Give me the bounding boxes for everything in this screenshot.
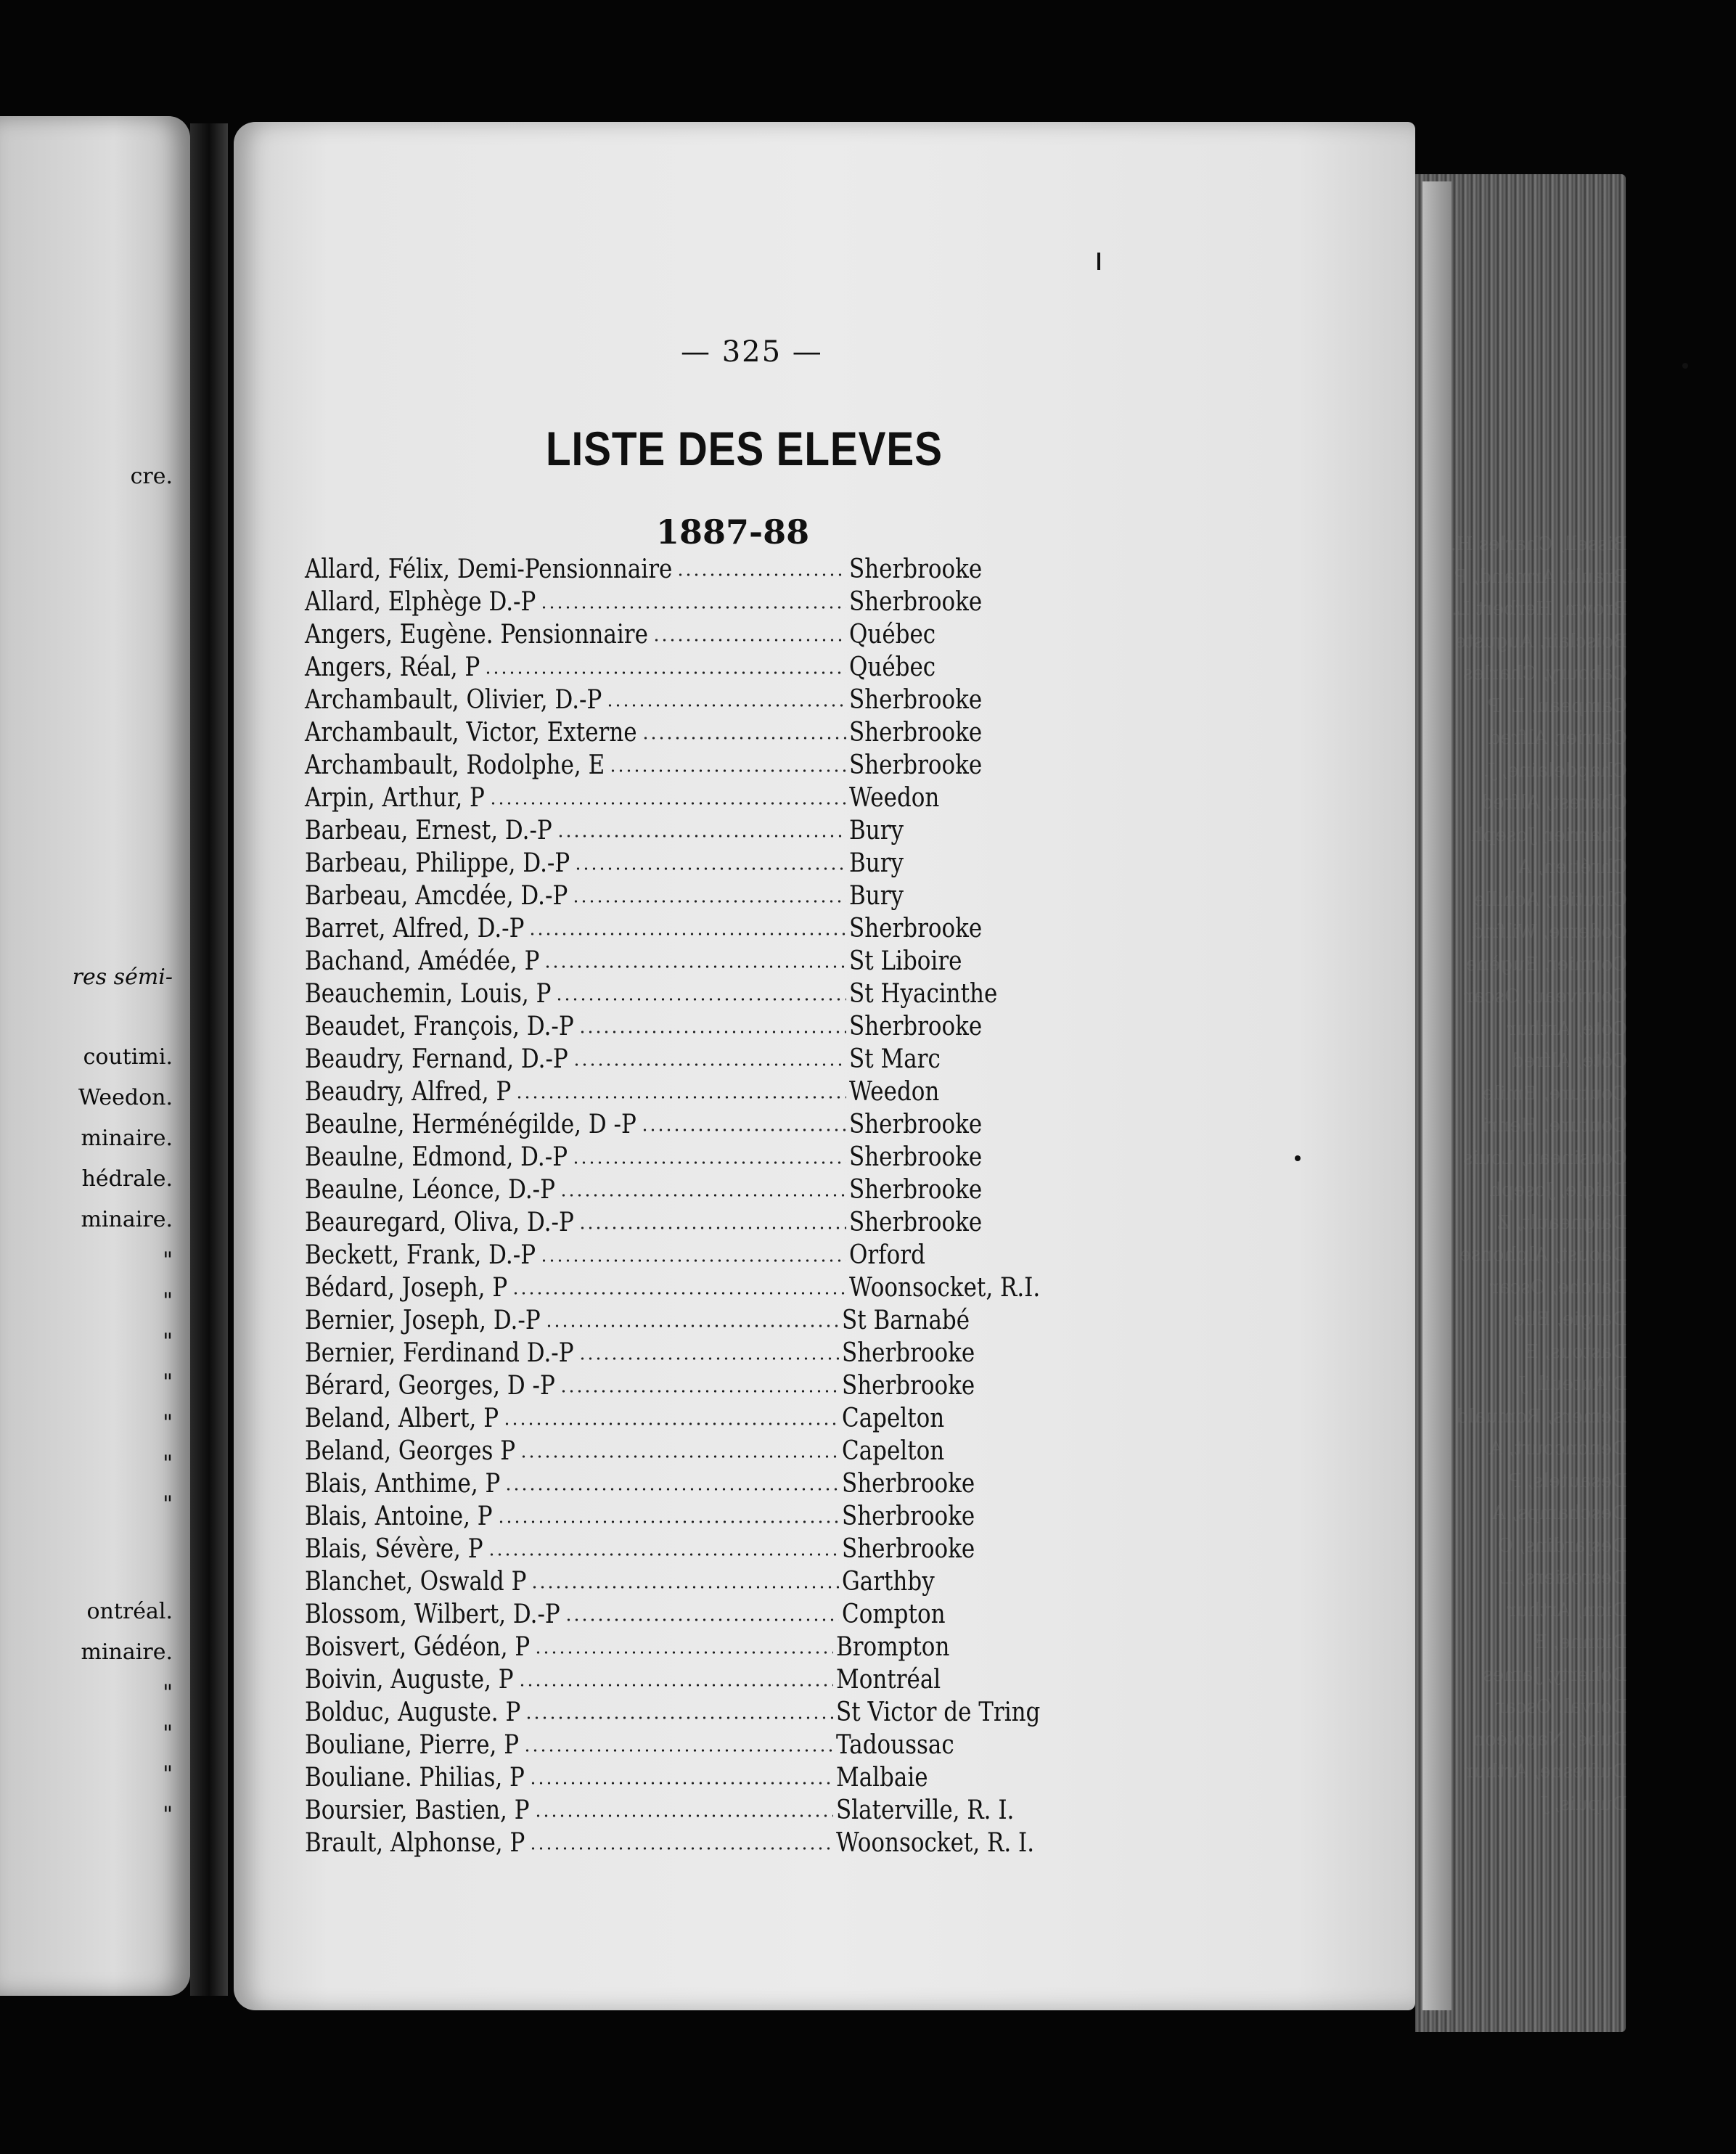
student-name: Angers, Réal, P [305, 652, 480, 682]
student-name: Beauchemin, Louis, P [305, 979, 552, 1009]
left-page-line: " [163, 1491, 173, 1517]
student-name: Arpin, Arthur, P [305, 783, 485, 813]
dot-leader [520, 1454, 839, 1459]
dot-leader [545, 1323, 839, 1329]
student-hometown: Sherbrooke [842, 1534, 975, 1564]
student-entry [305, 945, 1161, 978]
student-entry [305, 1827, 1161, 1859]
student-entry [305, 1631, 1161, 1663]
student-name: Blais, Anthime, P [305, 1469, 501, 1499]
speck [1295, 1155, 1301, 1161]
student-hometown: Sherbrooke [849, 587, 983, 617]
student-entry [305, 1794, 1161, 1827]
left-page-line: " [163, 1329, 173, 1354]
dot-leader [642, 735, 846, 741]
student-entry [305, 1369, 1161, 1402]
dot-leader [484, 670, 846, 676]
student-entry [305, 1402, 1161, 1435]
dot-leader [578, 1356, 839, 1361]
student-entry [305, 880, 1161, 912]
dot-leader [540, 1258, 846, 1264]
student-hometown: Malbaie [836, 1763, 928, 1793]
student-entry [305, 1239, 1161, 1271]
student-name: Bouliane. Philias, P [305, 1763, 525, 1793]
dot-leader [609, 768, 846, 774]
student-entry [305, 651, 1161, 684]
student-hometown: Slaterville, R. I. [836, 1795, 1015, 1825]
student-name: Barbeau, Ernest, D.-P [305, 816, 552, 845]
student-hometown: Capelton [842, 1404, 945, 1433]
left-page-line: minaire. [81, 1639, 173, 1665]
student-entry [305, 1533, 1161, 1565]
student-hometown: Sherbrooke [849, 1142, 983, 1172]
student-entry [305, 1010, 1161, 1043]
left-page-line: " [163, 1802, 173, 1827]
dot-leader [676, 572, 846, 578]
student-hometown: Sherbrooke [849, 1175, 983, 1205]
student-hometown: Québec [849, 652, 936, 682]
dot-leader [523, 1748, 833, 1753]
student-entry [305, 716, 1161, 749]
dot-leader [497, 1519, 839, 1525]
left-page-line: res sémi- [72, 965, 173, 990]
dot-leader [565, 1617, 839, 1623]
student-hometown: Sherbrooke [849, 718, 983, 748]
student-entry [305, 978, 1161, 1010]
student-name: Beaudry, Alfred, P [305, 1077, 512, 1107]
student-name: Angers, Eugène. Pensionnaire [305, 620, 648, 650]
student-entry [305, 1337, 1161, 1369]
student-name: Beaudry, Fernand, D.-P [305, 1044, 568, 1074]
student-name: Barret, Alfred, D.-P [305, 914, 525, 943]
left-page-line: Weedon. [78, 1085, 173, 1110]
page-title: LISTE DES ELEVES [546, 422, 943, 475]
student-entry [305, 1565, 1161, 1598]
left-page-line: " [163, 1761, 173, 1787]
left-page-line: minaire. [81, 1207, 173, 1232]
student-name: Beauregard, Oliva, D.-P [305, 1208, 574, 1237]
student-name: Bachand, Amédée, P [305, 946, 540, 976]
student-list [305, 553, 1161, 1859]
student-entry [305, 1500, 1161, 1533]
dot-leader [531, 1584, 839, 1590]
student-entry [305, 1696, 1161, 1729]
student-name: Bérard, Georges, D -P [305, 1371, 555, 1401]
left-page-line: " [163, 1721, 173, 1746]
student-entry [305, 1663, 1161, 1696]
student-name: Blais, Sévère, P [305, 1534, 483, 1564]
student-hometown: Bury [849, 816, 904, 845]
student-entry [305, 1076, 1161, 1108]
dot-leader [574, 866, 846, 872]
student-entry [305, 1598, 1161, 1631]
student-hometown: Garthby [842, 1567, 935, 1597]
student-hometown: Bury [849, 881, 904, 911]
left-page-line: " [163, 1680, 173, 1705]
student-hometown: St Liboire [849, 946, 962, 976]
dot-leader [512, 1290, 846, 1296]
school-year-heading: 1887-88 [656, 512, 810, 552]
student-name: Beaulne, Herménégilde, D -P [305, 1110, 636, 1139]
dot-leader [525, 1715, 833, 1721]
student-name: Allard, Elphège D.-P [305, 587, 536, 617]
student-name: Bouliane, Pierre, P [305, 1730, 520, 1760]
page-number: — 325 — [681, 335, 823, 369]
student-entry [305, 1271, 1161, 1304]
student-name: Allard, Félix, Demi-Pensionnaire [305, 554, 673, 584]
student-entry [305, 1206, 1161, 1239]
student-entry [305, 1304, 1161, 1337]
dot-leader [515, 1094, 846, 1100]
left-page-line: " [163, 1410, 173, 1436]
student-name: Blanchet, Oswald P [305, 1567, 527, 1597]
left-page-line: hédrale. [81, 1166, 173, 1192]
student-name: Beaulne, Léonce, D.-P [305, 1175, 555, 1205]
left-page-line: " [163, 1248, 173, 1273]
student-hometown: Compton [842, 1600, 946, 1629]
left-page-line: " [163, 1451, 173, 1476]
dot-leader [488, 1552, 839, 1557]
student-hometown: Sherbrooke [842, 1338, 975, 1368]
speck [1682, 363, 1688, 369]
student-name: Boisvert, Gédéon, P [305, 1632, 531, 1662]
dot-leader [504, 1486, 839, 1492]
student-entry [305, 1761, 1161, 1794]
dot-leader [529, 1846, 833, 1851]
student-name: Beland, Georges P [305, 1436, 516, 1466]
student-entry [305, 749, 1161, 782]
student-name: Archambault, Olivier, D.-P [305, 685, 602, 715]
student-name: Archambault, Rodolphe, E [305, 750, 605, 780]
dot-leader [578, 1029, 846, 1035]
student-hometown: Weedon [849, 1077, 940, 1107]
student-name: Bédard, Joseph, P [305, 1273, 508, 1303]
student-name: Boursier, Bastien, P [305, 1795, 530, 1825]
dot-leader [534, 1650, 833, 1655]
dot-leader [641, 1127, 846, 1133]
student-name: Beaudet, François, D.-P [305, 1012, 574, 1041]
student-hometown: Québec [849, 620, 936, 650]
student-name: Bolduc, Auguste. P [305, 1698, 521, 1727]
student-hometown: Sherbrooke [849, 750, 983, 780]
student-entry [305, 1043, 1161, 1076]
dot-leader [557, 833, 846, 839]
dot-leader [544, 964, 846, 970]
student-name: Blais, Antoine, P [305, 1502, 493, 1531]
dot-leader [518, 1682, 833, 1688]
student-hometown: St Hyacinthe [849, 979, 998, 1009]
student-entry [305, 586, 1161, 618]
dot-leader [534, 1813, 833, 1819]
student-entry [305, 1729, 1161, 1761]
student-hometown: Sherbrooke [849, 914, 983, 943]
student-hometown: Bury [849, 848, 904, 878]
student-hometown: Montréal [836, 1665, 941, 1695]
book-gutter [190, 123, 228, 1996]
bleed-through-text: Bissell, Charles H. Brault, Armand, P Brown, Herbert L. Boisclair, Auguste Caboury, Charles Campeau, L. P Carrier, Alfred Chapdelaine, J. Charest, Alfred Charrier, Joseph Chrétien, A Cloutier, Achille Coderre, Wilfrid Cormier, Eugène Corriveau, Oscar Côté, Arthur Côté, Alfred Couture, Emile Couture, Henri Cousineau, Louis Daigle, Joseph Daigneault, Z Daoust, Alphonse Darche, Oscar Dargie, Elie Dastous, E D'Auteuil, J Demers, Romuald Denoncourt, A Desautels, P Deschamps, A Desjardins, O Desrosiers, L Dion, Arthur Dionne, E Doherty, James Dorval, Oscar Dubé, Napoléon Dufresne, Arthur Dupuis, J [1450, 533, 1627, 1815]
dot-leader [652, 637, 846, 643]
student-hometown: Capelton [842, 1436, 945, 1466]
student-hometown: St Victor de Tring [836, 1698, 1041, 1727]
student-entry [305, 1141, 1161, 1174]
student-hometown: St Marc [849, 1044, 941, 1074]
dot-leader [572, 898, 846, 904]
student-hometown: Orford [849, 1240, 925, 1270]
student-entry [305, 1108, 1161, 1141]
dot-leader [572, 1160, 846, 1166]
student-entry [305, 847, 1161, 880]
student-hometown: Brompton [836, 1632, 950, 1662]
dot-leader [489, 800, 846, 806]
dot-leader [578, 1225, 846, 1231]
dot-leader [560, 1192, 846, 1198]
student-hometown: Sherbrooke [842, 1371, 975, 1401]
dot-leader [529, 1780, 833, 1786]
student-entry [305, 684, 1161, 716]
student-entry [305, 1435, 1161, 1467]
ink-mark [1097, 253, 1100, 270]
student-hometown: Weedon [849, 783, 940, 813]
student-name: Blossom, Wilbert, D.-P [305, 1600, 560, 1629]
student-name: Brault, Alphonse, P [305, 1828, 525, 1858]
student-hometown: Tadoussac [836, 1730, 954, 1760]
left-page-line: " [163, 1288, 173, 1314]
student-entry [305, 1467, 1161, 1500]
student-name: Bernier, Joseph, D.-P [305, 1306, 541, 1335]
dot-leader [503, 1421, 839, 1427]
student-name: Beaulne, Edmond, D.-P [305, 1142, 568, 1172]
dot-leader [606, 703, 846, 708]
left-page-line: minaire. [81, 1126, 173, 1151]
student-hometown: Sherbrooke [849, 685, 983, 715]
student-hometown: Sherbrooke [849, 1012, 983, 1041]
dot-leader [560, 1388, 839, 1394]
left-page-line: coutimi. [83, 1044, 173, 1070]
student-entry [305, 1174, 1161, 1206]
student-name: Barbeau, Philippe, D.-P [305, 848, 570, 878]
student-entry [305, 814, 1161, 847]
student-name: Bernier, Ferdinand D.-P [305, 1338, 574, 1368]
dot-leader [540, 605, 846, 610]
dot-leader [528, 931, 846, 937]
student-hometown: Sherbrooke [849, 1110, 983, 1139]
student-hometown: St Barnabé [842, 1306, 970, 1335]
student-hometown: Woonsocket, R.I. [849, 1273, 1041, 1303]
dot-leader [555, 996, 846, 1002]
left-page-line: " [163, 1369, 173, 1395]
left-page-line: cre. [130, 464, 173, 489]
student-name: Beckett, Frank, D.-P [305, 1240, 536, 1270]
student-hometown: Woonsocket, R. I. [836, 1828, 1035, 1858]
student-name: Boivin, Auguste, P [305, 1665, 514, 1695]
student-name: Archambault, Victor, Externe [305, 718, 637, 748]
student-entry [305, 912, 1161, 945]
dot-leader [573, 1062, 846, 1068]
student-entry [305, 782, 1161, 814]
left-page-line: ontréal. [86, 1599, 173, 1624]
student-hometown: Sherbrooke [849, 1208, 983, 1237]
student-entry [305, 618, 1161, 651]
student-name: Beland, Albert, P [305, 1404, 499, 1433]
left-neighbour-page [0, 116, 190, 1996]
student-hometown: Sherbrooke [842, 1469, 975, 1499]
student-hometown: Sherbrooke [849, 554, 983, 584]
student-entry [305, 553, 1161, 586]
student-hometown: Sherbrooke [842, 1502, 975, 1531]
student-name: Barbeau, Amcdée, D.-P [305, 881, 568, 911]
